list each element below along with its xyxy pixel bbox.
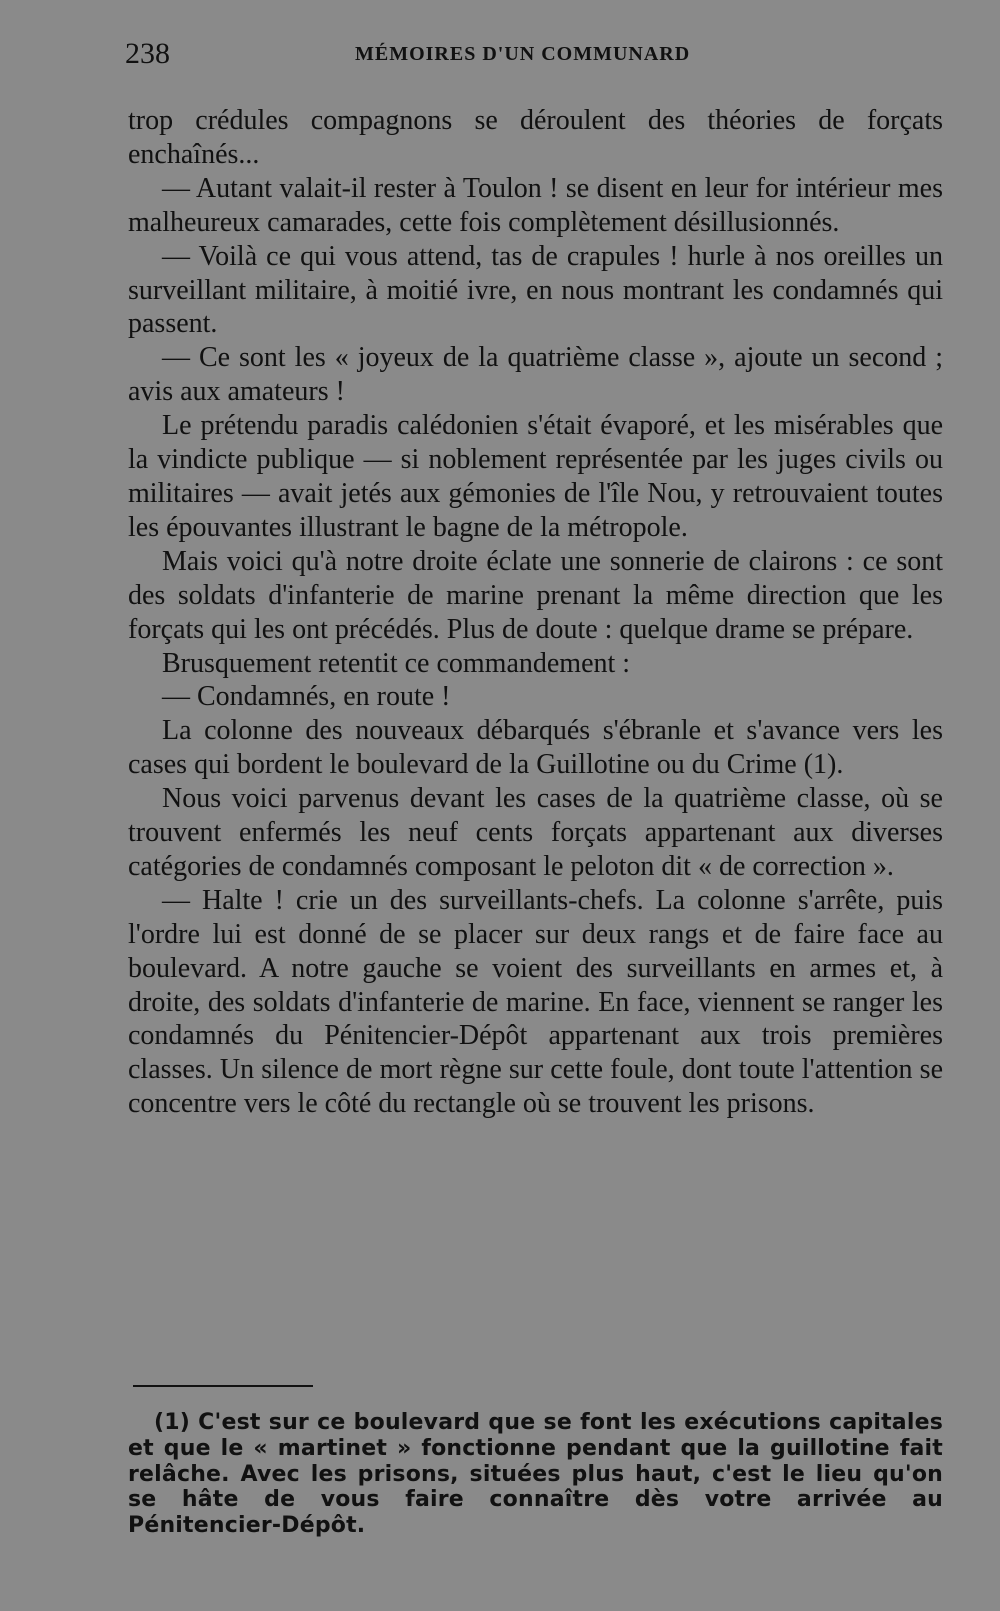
body-text [128,104,943,1121]
paragraph: — Ce sont les « joyeux de la quatrième classe », ajoute un second ; avis aux amateurs ! [128,342,943,408]
paragraph: — Autant valait-il rester à Toulon ! se disent en leur for intérieur mes malheureux camarades, cette fois complètement désillusionnés. [128,172,943,238]
paragraph: Mais voici qu'à notre droite éclate une sonnerie de clairons : ce sont des soldats d'infanterie de marine prenant la même direction que les forçats qui les ont précédés. Plus de doute : quelque drame se prépare. [128,545,943,645]
paragraph: Nous voici parvenus devant les cases de la quatrième classe, où se trouvent enfermés les neuf cents forçats appartenant aux diverses catégories de condamnés composant le peloton dit « de correction ». [128,783,943,882]
paragraph: — Voilà ce qui vous attend, tas de crapules ! hurle à nos oreilles un surveillant militaire, à moitié ivre, en nous montrant les condamnés qui passent. [128,240,943,340]
page-number: 238 [125,37,170,70]
paragraph: trop crédules compagnons se déroulent des théories de forçats enchaînés... [128,105,943,170]
running-title: MÉMOIRES D'UN COMMUNARD [355,43,691,65]
paragraph: La colonne des nouveaux débarqués s'ébranle et s'avance vers les cases qui bordent le boulevard de la Guillotine ou du Crime (1). [128,715,943,781]
paragraph: — Halte ! crie un des surveillants-chefs. La colonne s'arrête, puis l'ordre lui est donné de se placer sur deux rangs et de faire face au boulevard. A notre gauche se voient des surveillants en armes et, à droite, des soldats d'infanterie de marine. En face, viennent se ranger les condamnés du Pénitencier-Dépôt appartenant aux trois premières classes. Un silence de mort règne sur cette foule, dont toute l'attention se concentre vers le côté du rectangle où se trouvent les prisons. [128,884,943,1120]
running-head [125,34,945,74]
paragraph: Brusquement retentit ce commandement : [162,647,631,679]
paragraph: Le prétendu paradis calédonien s'était évaporé, et les misérables que la vindicte publique — si noblement représentée par les juges civils ou militaires — avait jetés aux gémonies de l'île Nou, y retrouvaient toutes les épouvantes illustrant le bagne de la métropole. [128,410,943,543]
paragraph: — Condamnés, en route ! [162,681,451,713]
footnote-text: (1) C'est sur ce boulevard que se font les exécutions capitales et que le « martinet » fonctionne pendant que la guillotine fait relâche. Avec les prisons, situées plus haut, c'est le lieu qu'on se hâte de vous faire connaître dès votre arrivée au Pénitencier-Dépôt. [128,1410,943,1539]
footnote [128,1410,943,1539]
footnote-divider [133,1385,313,1387]
